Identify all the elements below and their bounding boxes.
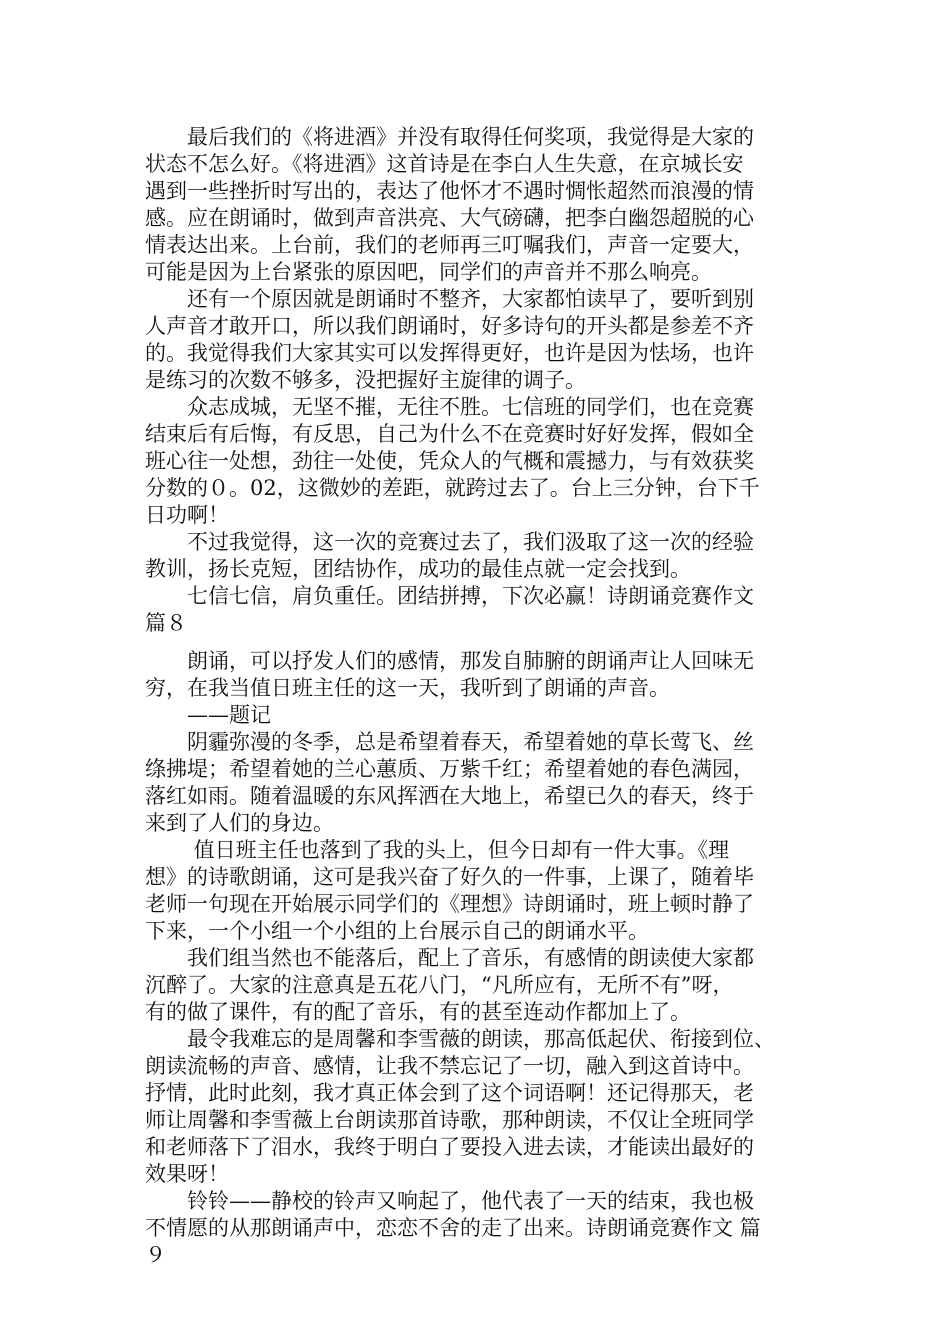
text-line: 穷，在我当值日班主任的这一天，我听到了朗诵的声音。 <box>145 676 670 700</box>
text-line: 师让周馨和李雪薇上台朗读那首诗歌，那种朗读，不仅让全班同学 <box>145 1108 754 1132</box>
text-line: 班心往一处想，劲往一处使，凭众人的气概和震撼力，与有效获奖 <box>145 449 754 473</box>
text-line: 下来，一个小组一个小组的上台展示自己的朗诵水平。 <box>145 919 649 943</box>
essay-section-7-ending <box>145 124 825 637</box>
text-line: 的。我觉得我们大家其实可以发挥得更好，也许是因为怯场，也许 <box>145 341 754 365</box>
text-line: 遇到一些挫折时写出的，表达了他怀才不遇时惆怅超然而浪漫的情 <box>145 179 754 203</box>
text-line: 朗读流畅的声音、感情，让我不禁忘记了一切，融入到这首诗中。 <box>145 1054 754 1078</box>
text-line: 铃铃——静校的铃声又响起了，他代表了一天的结束，我也极 <box>145 1189 754 1213</box>
text-line: 是练习的次数不够多，没把握好主旋律的调子。 <box>145 368 586 392</box>
text-line: 最后我们的《将进酒》并没有取得任何奖项，我觉得是大家的 <box>145 125 754 149</box>
section-heading-9: ９ <box>145 1243 166 1267</box>
text-line: 日功啊！ <box>145 503 229 527</box>
text-line: 情表达出来。上台前，我们的老师再三叮嘱我们，声音一定要大， <box>145 233 754 257</box>
text-line: 有的做了课件，有的配了音乐，有的甚至连动作都加上了。 <box>145 1000 691 1024</box>
text-line: 分数的０。02，这微妙的差距，就跨过去了。台上三分钟，台下千 <box>145 476 760 500</box>
text-line: 抒情，此时此刻，我才真正体会到了这个词语啊！还记得那天，老 <box>145 1081 754 1105</box>
text-line: 最令我难忘的是周馨和李雪薇的朗读，那高低起伏、衔接到位、 <box>145 1027 775 1051</box>
text-line: 可能是因为上台紧张的原因吧，同学们的声音并不那么响亮。 <box>145 260 712 284</box>
text-line: 感。应在朗诵时，做到声音洪亮、大气磅礴，把李白幽怨超脱的心 <box>145 206 754 230</box>
text-line: 人声音才敢开口，所以我们朗诵时，好多诗句的开头都是参差不齐 <box>145 314 754 338</box>
text-line: 阴霾弥漫的冬季，总是希望着春天，希望着她的草长莺飞、丝 <box>145 730 754 754</box>
text-line: 教训，扬长克短，团结协作，成功的最佳点就一定会找到。 <box>145 557 691 581</box>
section-heading-8: 篇８ <box>145 611 187 635</box>
text-line: 落红如雨。随着温暖的东风挥洒在大地上，希望已久的春天，终于 <box>145 784 754 808</box>
text-line: 朗诵，可以抒发人们的感情，那发自肺腑的朗诵声让人回味无 <box>145 649 754 673</box>
essay-section-8 <box>145 648 825 1269</box>
text-line: 我们组当然也不能落后，配上了音乐，有感情的朗读使大家都 <box>145 946 754 970</box>
text-line: 老师一句现在开始展示同学们的《理想》诗朗诵时，班上顿时静了 <box>145 892 754 916</box>
text-line: 不过我觉得，这一次的竞赛过去了，我们汲取了这一次的经验 <box>145 530 754 554</box>
text-line: 不情愿的从那朗诵声中，恋恋不舍的走了出来。诗朗诵竞赛作文 篇 <box>145 1216 761 1240</box>
text-line: 效果呀！ <box>145 1162 229 1186</box>
text-line: 众志成城，无坚不摧，无往不胜。七信班的同学们，也在竞赛 <box>145 395 754 419</box>
text-line: 来到了人们的身边。 <box>145 811 334 835</box>
text-line: 和老师落下了泪水，我终于明白了要投入进去读，才能读出最好的 <box>145 1135 754 1159</box>
text-line: 还有一个原因就是朗诵时不整齐，大家都怕读早了，要听到别 <box>145 287 754 311</box>
text-line: 结束后有后悔，有反思，自己为什么不在竞赛时好好发挥，假如全 <box>145 422 754 446</box>
text-line: 沉醉了。大家的注意真是五花八门，“凡所应有，无所不有”呀， <box>145 973 734 997</box>
text-line: 想》的诗歌朗诵，这可是我兴奋了好久的一件事，上课了，随着毕 <box>145 865 754 889</box>
epigraph-label: ——题记 <box>145 703 271 727</box>
text-line: 七信七信，肩负重任。团结拼搏，下次必赢！诗朗诵竞赛作文 <box>145 584 754 608</box>
text-line: 绦拂堤；希望着她的兰心蕙质、万紫千红；希望着她的春色满园， <box>145 757 754 781</box>
text-line: 状态不怎么好。《将进酒》这首诗是在李白人生失意，在京城长安 <box>145 152 744 176</box>
text-line: 值日班主任也落到了我的头上，但今日却有一件大事。《理 <box>145 838 730 862</box>
